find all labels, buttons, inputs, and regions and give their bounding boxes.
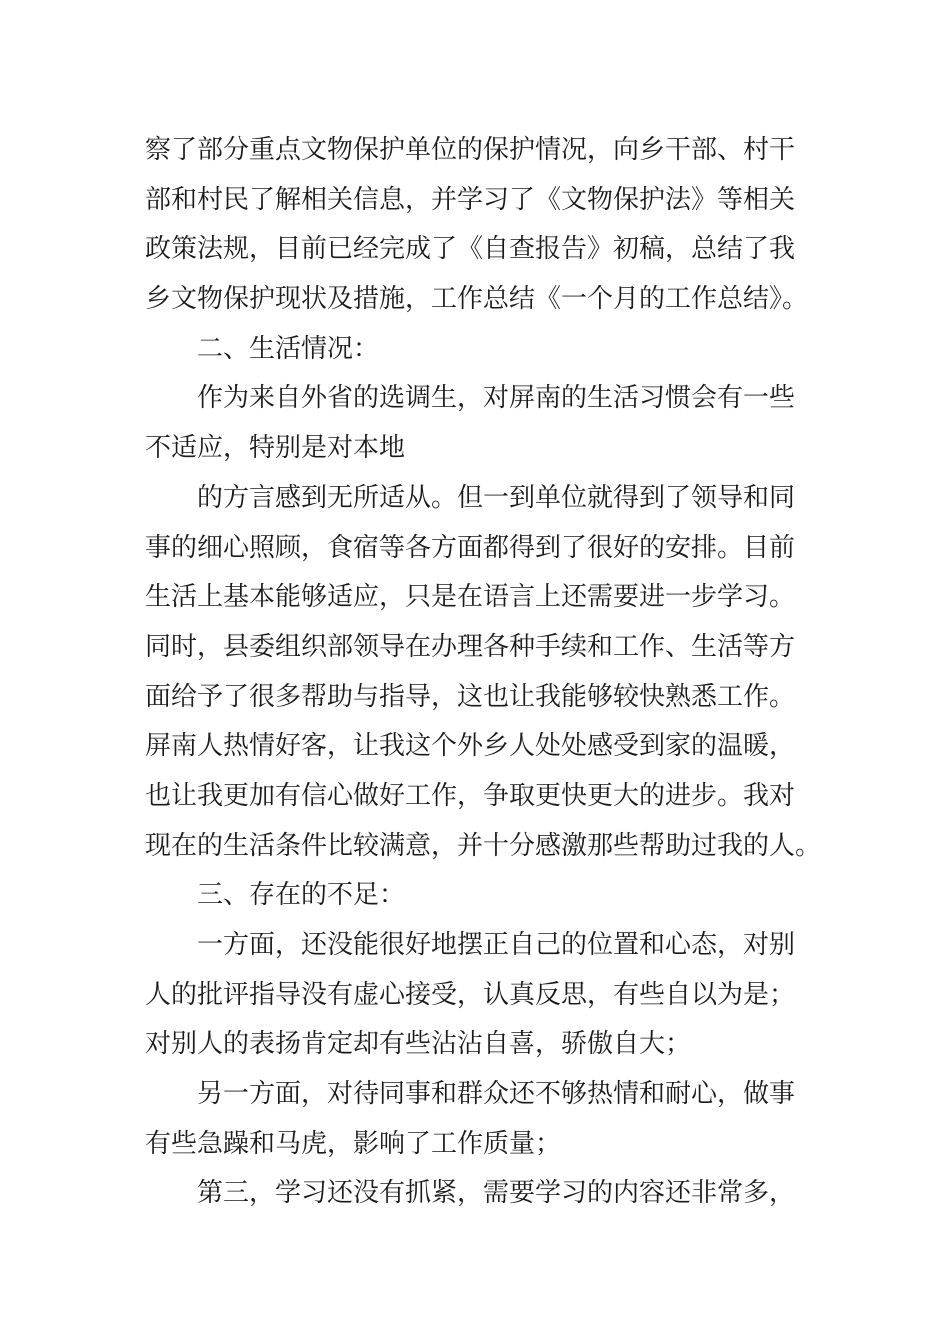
text-line-12: 面给予了很多帮助与指导，这也让我能够较快熟悉工作。 — [145, 681, 796, 712]
text-line-8: 的方言感到无所适从。但一到单位就得到了领导和同 — [197, 482, 796, 513]
text-line-17: 一方面，还没能很好地摆正自己的位置和心态，对别 — [197, 930, 796, 960]
text-line-18: 人的批评指导没有虚心接受，认真反思，有些自以为是； — [145, 979, 796, 1010]
section-heading-shortcomings: 三、存在的不足： — [197, 880, 406, 911]
text-line-19: 对别人的表扬肯定却有些沾沾自喜，骄傲自大； — [145, 1029, 692, 1060]
section-heading-living: 二、生活情况： — [197, 333, 380, 364]
text-line-22: 第三，学习还没有抓紧，需要学习的内容还非常多， — [197, 1178, 796, 1209]
text-line-14: 也让我更加有信心做好工作，争取更快更大的进步。我对 — [145, 780, 796, 811]
text-line-9: 事的细心照顾，食宿等各方面都得到了很好的安排。目前 — [145, 532, 796, 563]
text-line-1: 察了部分重点文物保护单位的保护情况，向乡干部、村干 — [145, 135, 796, 165]
text-line-3: 政策法规，目前已经完成了《自查报告》初稿，总结了我 — [145, 234, 796, 265]
text-line-6: 作为来自外省的选调生，对屏南的生活习惯会有一些 — [197, 383, 796, 414]
text-line-20: 另一方面，对待同事和群众还不够热情和耐心，做事 — [197, 1079, 796, 1110]
text-line-2: 部和村民了解相关信息，并学习了《文物保护法》等相关 — [145, 184, 796, 215]
text-line-10: 生活上基本能够适应，只是在语言上还需要进一步学习。 — [145, 582, 796, 613]
document-body — [145, 126, 822, 1219]
text-line-15: 现在的生活条件比较满意，并十分感激那些帮助过我的人。 — [145, 830, 822, 861]
text-line-7: 不适应，特别是对本地 — [145, 433, 406, 464]
text-line-13: 屏南人热情好客，让我这个外乡人处处感受到家的温暖， — [145, 731, 796, 762]
text-line-4: 乡文物保护现状及措施，工作总结《一个月的工作总结》。 — [145, 284, 809, 315]
text-line-11: 同时，县委组织部领导在办理各种手续和工作、生活等方 — [145, 631, 796, 662]
text-line-21: 有些急躁和马虎，影响了工作质量； — [145, 1128, 562, 1159]
